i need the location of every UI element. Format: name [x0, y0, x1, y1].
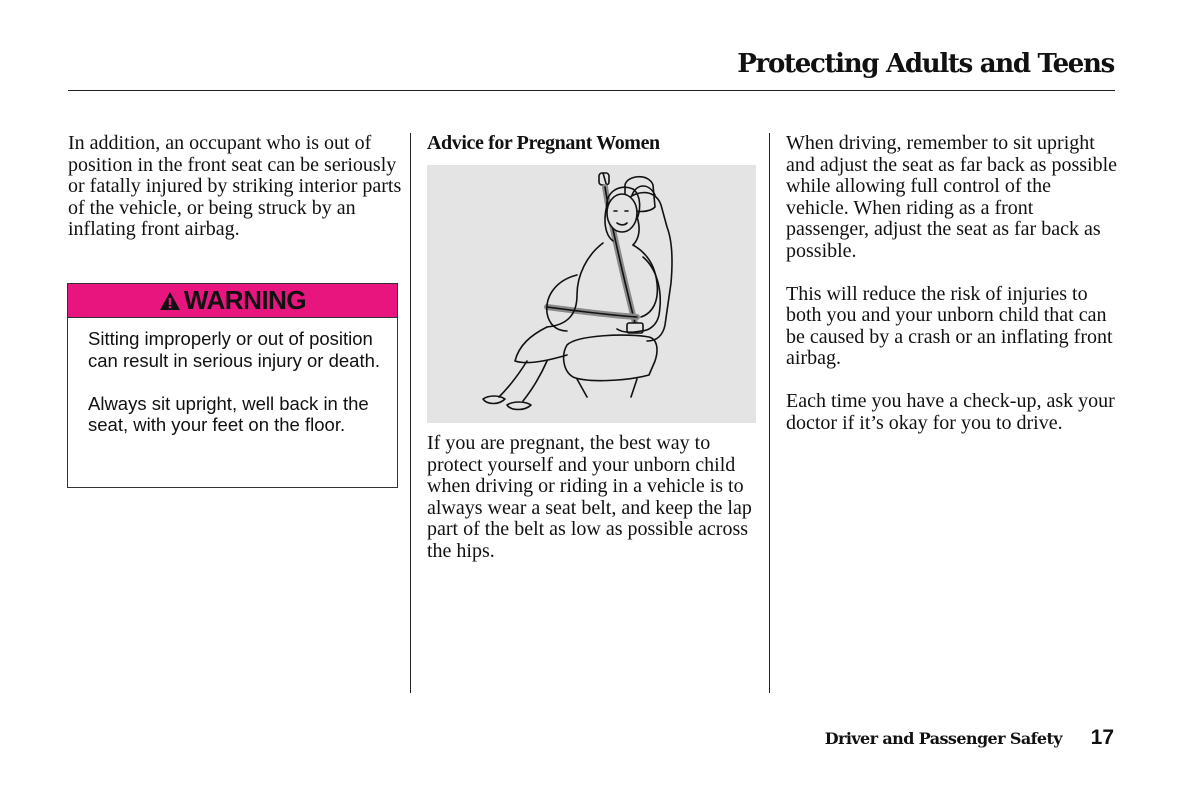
- column3-paragraph-1: When driving, remember to sit upright and adjust the seat as far back as possible while allowing full control of the vehicle. When riding as a front passenger, adjust the seat as far back as possible.: [786, 132, 1118, 262]
- warning-label: WARNING: [183, 285, 307, 315]
- title-rule: [68, 90, 1115, 91]
- warning-body: [68, 318, 397, 436]
- page-title: Protecting Adults and Teens: [737, 49, 1114, 79]
- page-number: 17: [1090, 726, 1114, 749]
- warning-box: [67, 283, 398, 488]
- column2-paragraph: If you are pregnant, the best way to protect yourself and your unborn child when driving or riding in a vehicle is to always wear a seat belt, and keep the lap part of the belt as low as possible across the hips.: [427, 432, 752, 562]
- warning-paragraph-2: Always sit upright, well back in the seat, with your feet on the floor.: [88, 392, 369, 435]
- column3-paragraph-2: This will reduce the risk of injuries to both you and your unborn child that can be caused by a crash or an inflating front airbag.: [786, 282, 1113, 369]
- warning-header: [68, 284, 397, 318]
- column-divider-2: [769, 133, 770, 693]
- column-divider-1: [410, 133, 411, 693]
- column-2: [427, 433, 757, 584]
- section-heading: Advice for Pregnant Women: [427, 132, 660, 154]
- column-3: [786, 133, 1118, 456]
- column3-paragraph-3: Each time you have a check-up, ask your doctor if it’s okay for you to drive.: [786, 390, 1115, 434]
- column-1: [68, 133, 404, 262]
- column1-paragraph: In addition, an occupant who is out of position in the front seat can be seriously or fatally injured by striking interior parts of the vehicle, or being struck by an inflating front airbag.: [68, 132, 402, 240]
- warning-paragraph-1: Sitting improperly or out of position can result in serious injury or death.: [88, 328, 381, 371]
- warning-triangle-icon: [159, 290, 181, 312]
- pregnant-woman-seatbelt-illustration: [427, 165, 756, 423]
- footer-section-title: Driver and Passenger Safety: [824, 729, 1062, 748]
